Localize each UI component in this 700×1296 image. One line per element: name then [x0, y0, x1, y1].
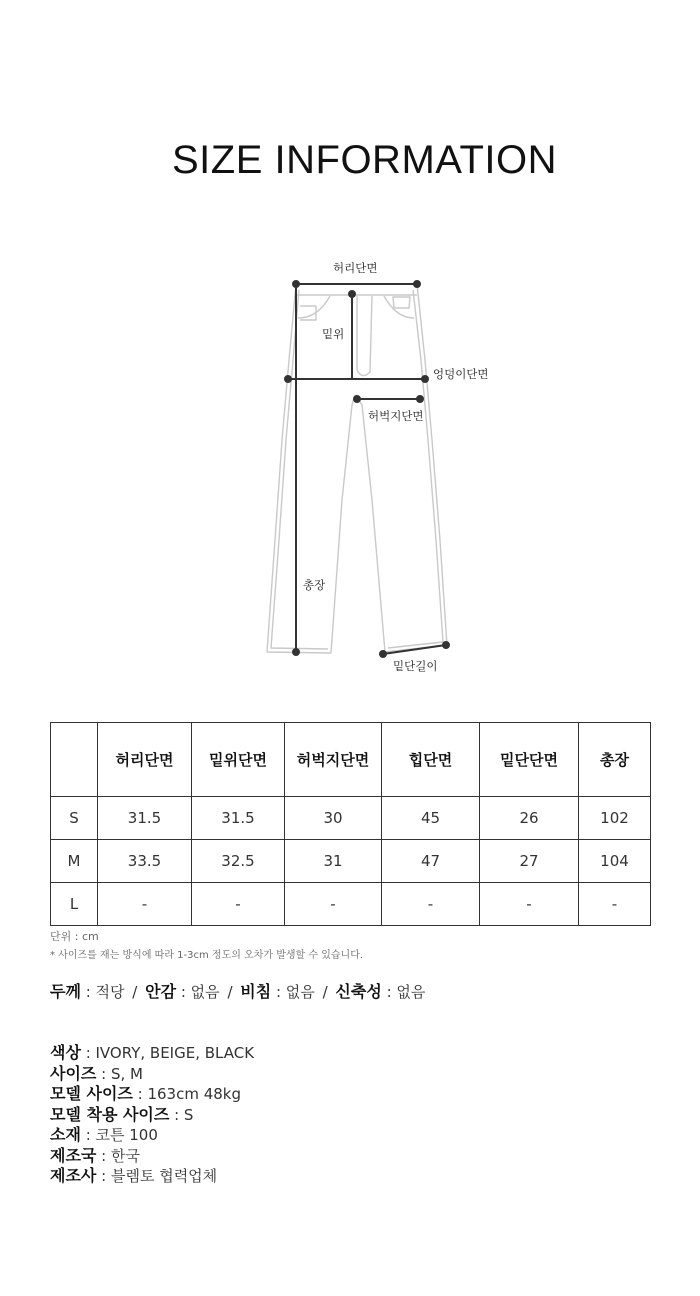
- info-label: 모델 착용 사이즈: [50, 1104, 170, 1124]
- table-cell: 47: [382, 840, 480, 883]
- size-table: [50, 722, 651, 926]
- info-row: [50, 1146, 254, 1167]
- property-value: : 없음: [386, 983, 426, 1001]
- table-header-hem: 밑단단면: [480, 723, 579, 797]
- table-header-waist: 허리단면: [98, 723, 192, 797]
- info-row: [50, 1166, 254, 1187]
- table-cell: 30: [285, 797, 382, 840]
- info-value: : 코튼 100: [80, 1126, 158, 1144]
- info-value: : 163cm 48kg: [132, 1085, 242, 1103]
- info-value: : 한국: [96, 1146, 140, 1165]
- thigh-label: 허벅지단면: [368, 409, 424, 423]
- rise-label: 밑위: [322, 327, 345, 341]
- table-cell: 45: [382, 797, 480, 840]
- table-row: [51, 797, 651, 840]
- info-label: 색상: [50, 1043, 81, 1062]
- pants-left-pocket: [298, 296, 330, 318]
- fabric-properties: [50, 979, 425, 1002]
- page-title: SIZE INFORMATION: [171, 138, 558, 182]
- info-label: 모델 사이즈: [50, 1084, 133, 1103]
- property-label: 두께: [50, 982, 81, 1001]
- property-separator: /: [227, 983, 233, 1001]
- length-dot-bottom: [293, 649, 299, 655]
- info-label: 사이즈: [50, 1063, 97, 1083]
- table-cell: 31: [285, 840, 382, 883]
- pants-fly: [357, 296, 372, 376]
- info-value: : S, M: [96, 1064, 143, 1083]
- product-info: [50, 1043, 254, 1187]
- hem-label: 밑단길이: [393, 659, 438, 673]
- property-value: : 없음: [180, 983, 220, 1001]
- table-header-rise: 밑위단면: [192, 723, 285, 797]
- table-cell: 104: [579, 840, 651, 883]
- table-cell: M: [51, 840, 98, 883]
- pants-outline: [267, 284, 447, 653]
- table-cell: S: [51, 797, 98, 840]
- table-cell: 27: [480, 840, 579, 883]
- info-row: [50, 1064, 254, 1085]
- info-label: 제조국: [50, 1145, 97, 1165]
- info-value: : 블렘토 협력업체: [96, 1167, 218, 1185]
- property-label: 안감: [145, 982, 177, 1001]
- property-label: 비침: [240, 982, 272, 1001]
- table-cell: -: [480, 883, 579, 926]
- table-header-hip: 힙단면: [382, 723, 480, 797]
- waist-label: 허리단면: [333, 261, 378, 275]
- length-label: 총장: [303, 578, 326, 592]
- hem-dot-right: [443, 642, 449, 648]
- table-header-row: [51, 723, 651, 797]
- unit-note: 단위 : cm: [50, 930, 99, 943]
- property-value: : 적당: [85, 983, 125, 1001]
- table-row: [51, 883, 651, 926]
- thigh-dot-right: [417, 396, 423, 402]
- table-header-thigh: 허벅지단면: [285, 723, 382, 797]
- info-value: : S: [169, 1105, 194, 1124]
- hip-label: 엉덩이단면: [433, 367, 489, 381]
- info-value: : IVORY, BEIGE, BLACK: [80, 1044, 255, 1062]
- hip-dot-right: [422, 376, 428, 382]
- disclaimer-note: * 사이즈를 재는 방식에 따라 1-3cm 정도의 오차가 발생할 수 있습니다.: [50, 950, 364, 961]
- table-cell: -: [98, 883, 192, 926]
- table-cell: 32.5: [192, 840, 285, 883]
- info-row: [50, 1043, 254, 1064]
- table-row: [51, 840, 651, 883]
- info-row: [50, 1105, 254, 1126]
- table-cell: 33.5: [98, 840, 192, 883]
- property-label: 신축성: [335, 982, 382, 1001]
- pants-coin-pocket: [393, 297, 410, 308]
- table-header-corner: [51, 723, 98, 797]
- info-row: [50, 1084, 254, 1105]
- rise-dot-top: [349, 291, 355, 297]
- info-label: 제조사: [50, 1166, 97, 1185]
- table-cell: L: [51, 883, 98, 926]
- table-cell: -: [285, 883, 382, 926]
- measurement-lines: [285, 281, 449, 657]
- table-cell: 102: [579, 797, 651, 840]
- hip-dot-left: [285, 376, 291, 382]
- table-cell: -: [382, 883, 480, 926]
- table-cell: 31.5: [192, 797, 285, 840]
- hem-dot-left: [380, 651, 386, 657]
- property-separator: /: [322, 983, 328, 1001]
- waist-dot-right: [414, 281, 420, 287]
- table-cell: 31.5: [98, 797, 192, 840]
- thigh-dot-left: [354, 396, 360, 402]
- info-label: 소재: [50, 1125, 81, 1144]
- property-value: : 없음: [275, 983, 315, 1001]
- table-cell: 26: [480, 797, 579, 840]
- table-cell: -: [192, 883, 285, 926]
- info-row: [50, 1125, 254, 1146]
- table-cell: -: [579, 883, 651, 926]
- table-header-length: 총장: [579, 723, 651, 797]
- property-separator: /: [132, 983, 138, 1001]
- hem-line: [383, 645, 446, 654]
